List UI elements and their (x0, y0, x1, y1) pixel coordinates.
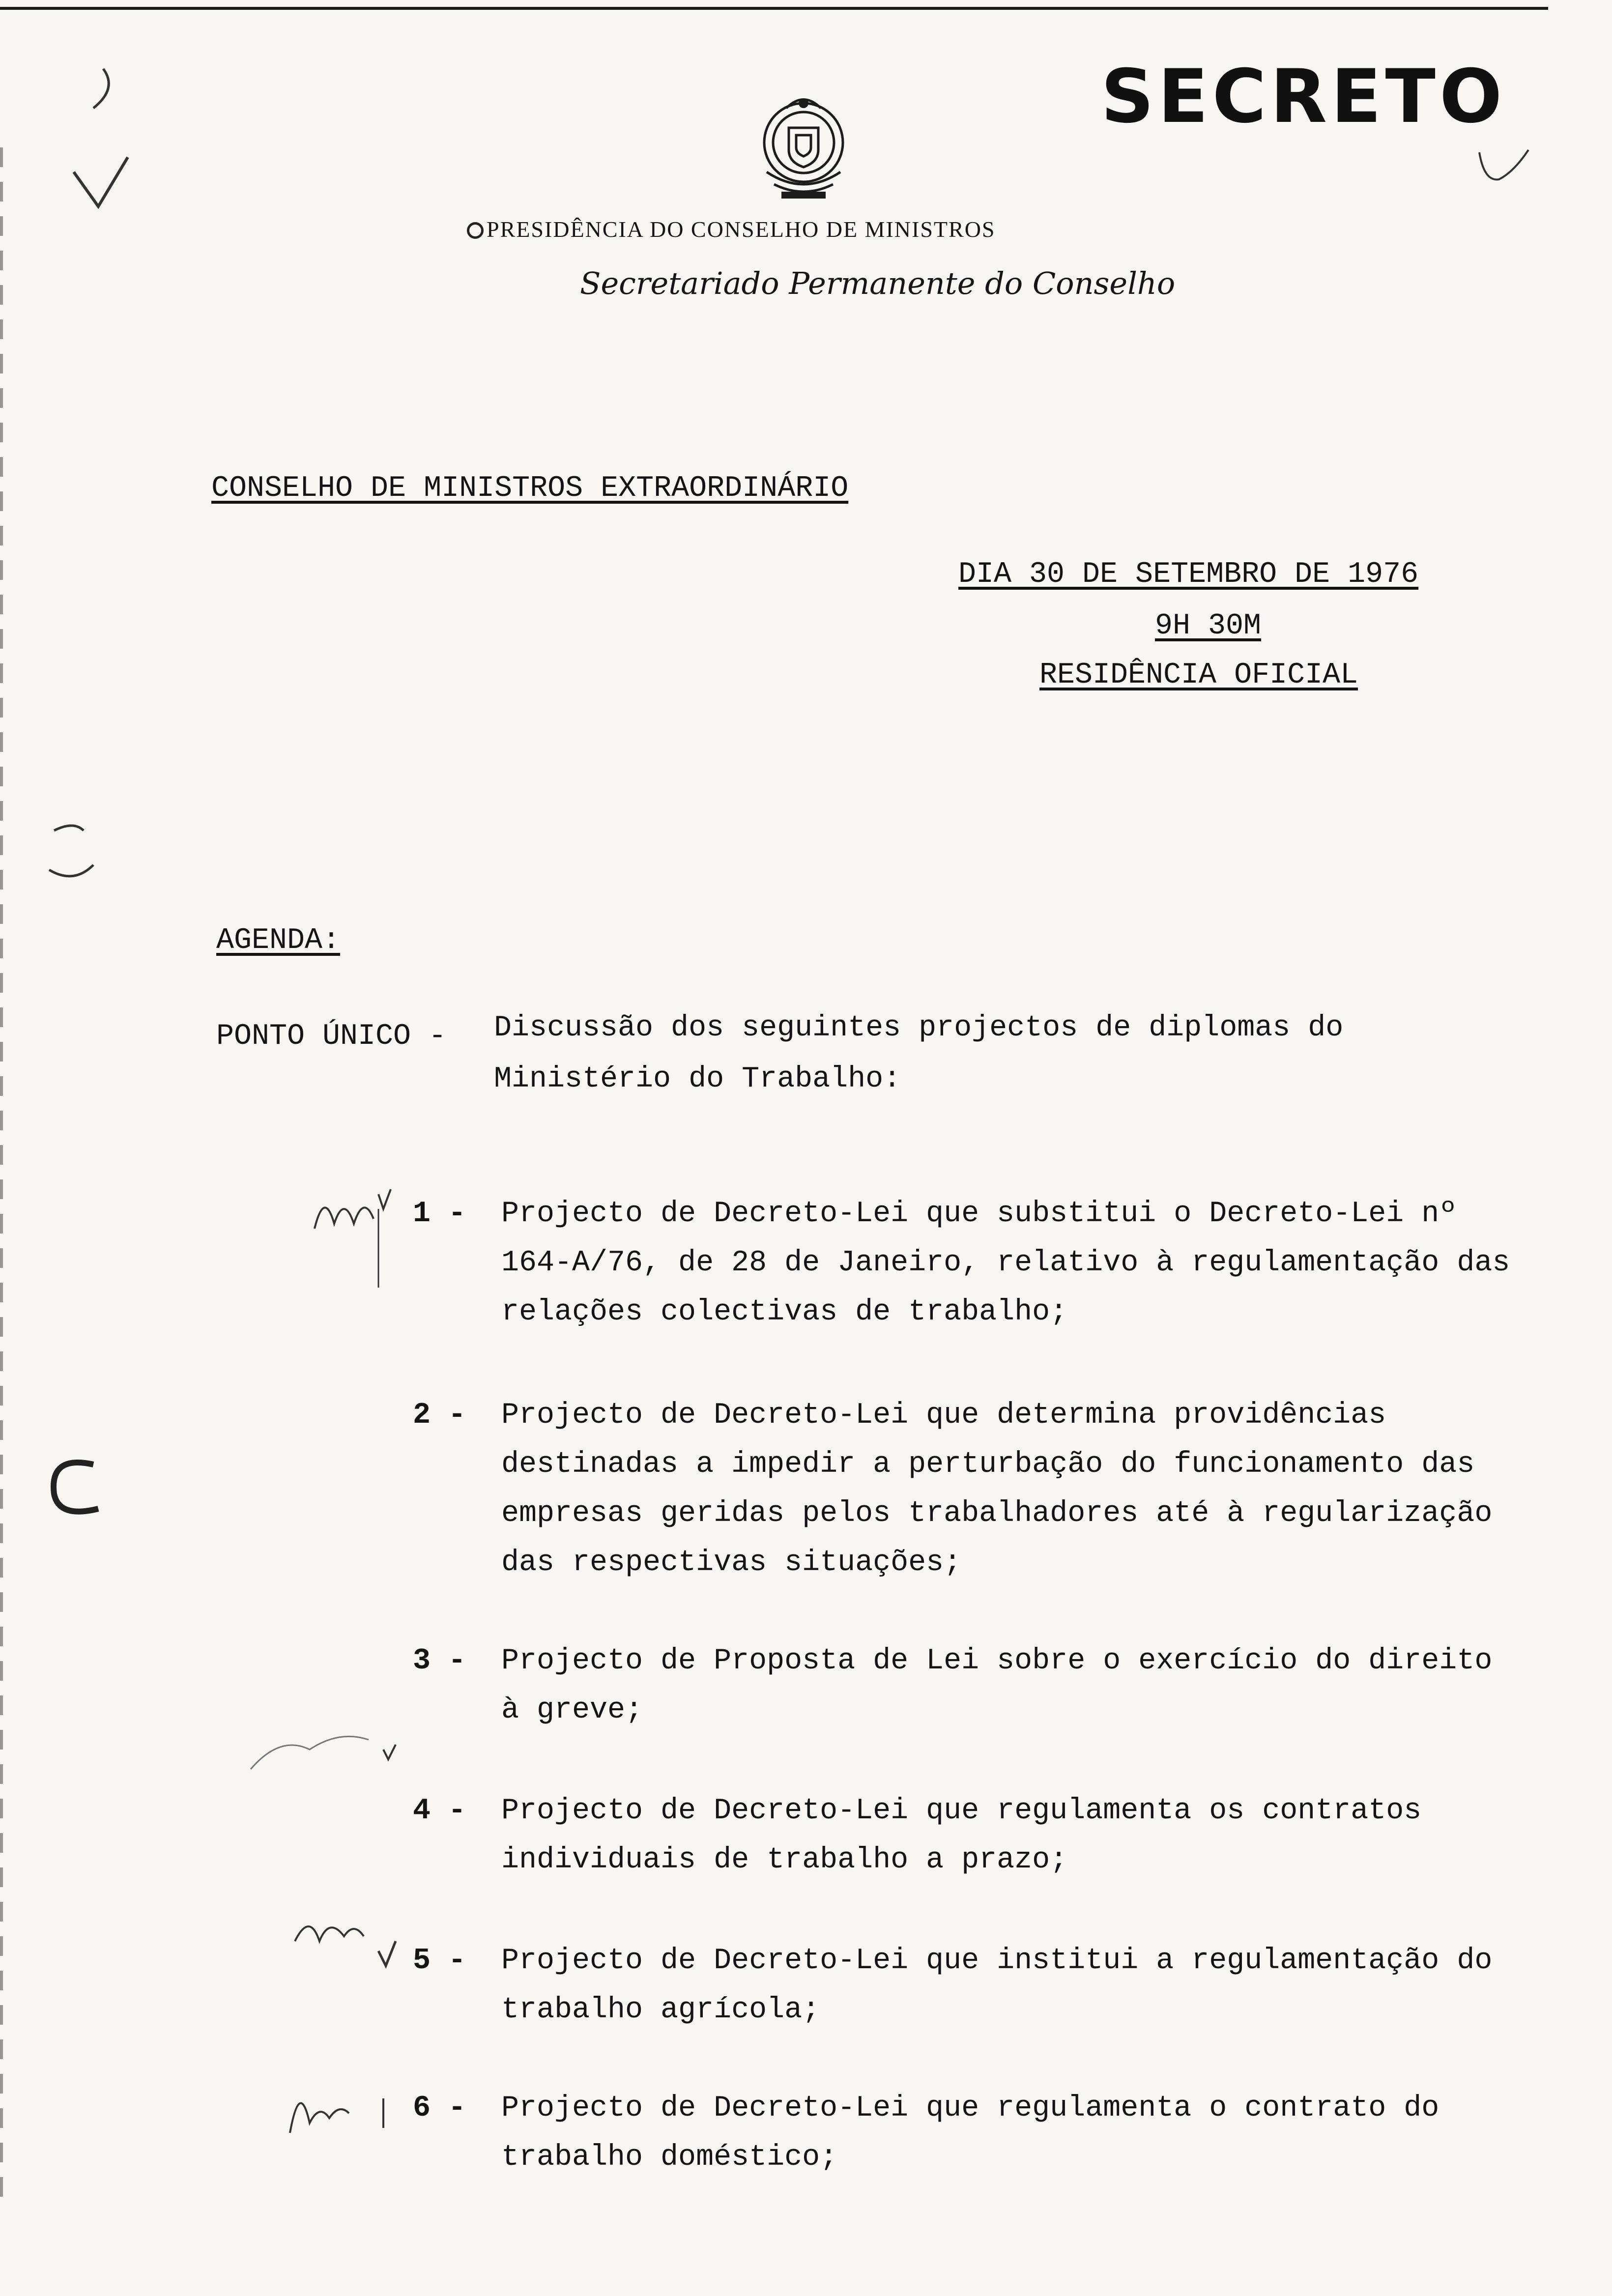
agenda-item-number: 5 - (413, 1944, 466, 1978)
handwritten-margin-note (285, 1882, 413, 1980)
handwritten-margin-note (275, 2054, 403, 2152)
coat-of-arms-emblem-icon (747, 88, 860, 206)
point-label: PONTO ÚNICO - (216, 1020, 447, 1053)
handwritten-margin-note (305, 1145, 413, 1292)
classification-stamp: SECRETO (1101, 54, 1506, 140)
agenda-item-number: 2 - (413, 1399, 466, 1432)
agenda-item-number: 3 - (413, 1644, 466, 1678)
institution-text: PRESIDÊNCIA DO CONSELHO DE MINISTROS (487, 217, 996, 242)
point-description: Discussão dos seguintes projectos de diplomas do Ministério do Trabalho: (494, 1011, 1344, 1096)
meeting-place: RESIDÊNCIA OFICIAL (1039, 659, 1358, 692)
meeting-date: DIA 30 DE SETEMBRO DE 1976 (958, 558, 1419, 591)
agenda-item-text: Projecto de Decreto-Lei que regulamenta o contrato do trabalho doméstico; (501, 2092, 1439, 2174)
pen-mark (44, 816, 103, 885)
pen-mark (44, 59, 152, 236)
agenda-item-text: Projecto de Decreto-Lei que determina providências destinadas a impedir a perturbação do funcionamento das empresas geridas pelos trabalhadores até à regularização das respectivas situações; (501, 1399, 1493, 1579)
agenda-item-text: Projecto de Decreto-Lei que institui a regulamentação do trabalho agrícola; (501, 1944, 1493, 2027)
agenda-item-text: Projecto de Proposta de Lei sobre o exercício do direito à greve; (501, 1644, 1493, 1727)
top-rule (0, 7, 1548, 10)
agenda-item-number: 6 - (413, 2092, 466, 2125)
department-subtitle: Secretariado Permanente do Conselho (580, 265, 1176, 301)
meeting-time: 9H 30M (1155, 609, 1262, 643)
check-mark-icon (1474, 143, 1533, 187)
agenda-item-text: Projecto de Decreto-Lei que substitui o Decreto-Lei nº 164-A/76, de 28 de Janeiro, relativo à regulamentação das relações colectivas de trabalho; (501, 1197, 1510, 1329)
agenda-item-number: 4 - (413, 1794, 466, 1828)
agenda-item-number: 1 - (413, 1197, 466, 1231)
agenda-label: AGENDA: (216, 924, 341, 957)
institution-name (467, 216, 996, 242)
seal-icon (467, 222, 484, 239)
pen-mark (39, 1450, 113, 1523)
faint-pen-marks (241, 1661, 398, 1808)
agenda-item-text: Projecto de Decreto-Lei que regulamenta os contratos individuais de trabalho a prazo; (501, 1794, 1422, 1877)
meeting-title: CONSELHO DE MINISTROS EXTRAORDINÁRIO (211, 472, 849, 505)
scan-edge (0, 147, 3, 2211)
